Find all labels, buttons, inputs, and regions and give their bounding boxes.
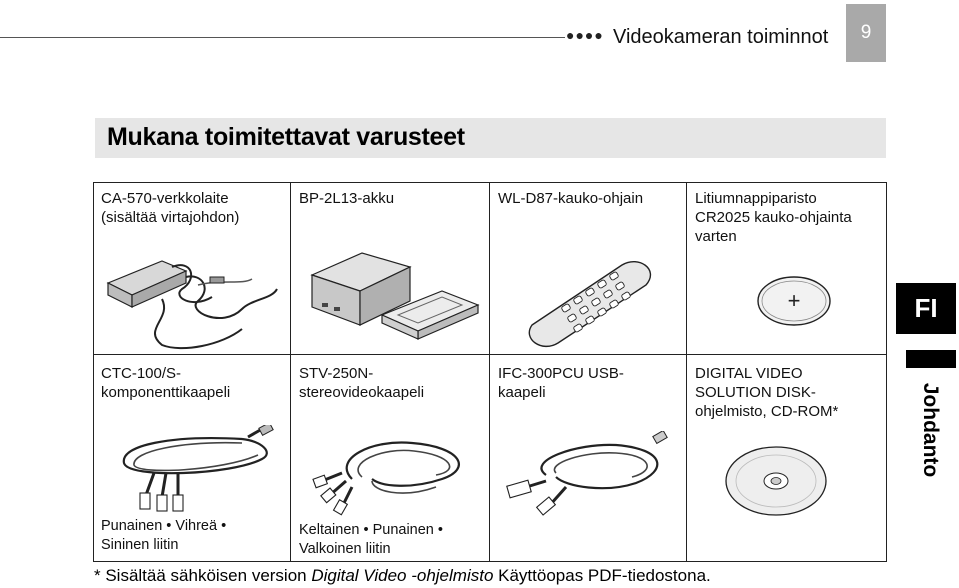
item-label-stereo-video-cable: STV-250N- stereovideokaapeli	[299, 365, 425, 401]
language-tab: FI	[896, 283, 956, 334]
section-heading-bar	[95, 118, 886, 158]
connector-colors-stereo: Keltainen • Punainen • Valkoinen liitin	[299, 522, 443, 557]
battery-pack-icon	[302, 247, 482, 355]
item-label-component-cable: CTC-100/S- komponenttikaapeli	[101, 365, 231, 401]
header-title: Videokameran toiminnot	[613, 26, 829, 48]
coin-battery-icon	[754, 273, 834, 329]
grid-divider	[94, 354, 886, 355]
item-label-battery-pack: BP-2L13-akku	[299, 190, 395, 207]
section-tab-label: Johdanto	[919, 382, 942, 478]
grid-divider	[686, 183, 687, 561]
grid-divider	[290, 183, 291, 561]
item-label-coin-battery: Litiumnappiparisto CR2025 kauko-ohjainta varten	[695, 190, 852, 245]
component-cable-icon	[112, 425, 284, 513]
battery-plus-sign: +	[787, 288, 801, 313]
footnote: * Sisältää sähköisen version Digital Video -ohjelmisto Käyttöopas PDF-tiedostona.	[94, 566, 711, 585]
section-title: Mukana toimitettavat varusteet	[107, 123, 465, 151]
ac-adapter-icon	[102, 249, 282, 353]
header-bullets: ●●●●	[566, 27, 604, 43]
cd-rom-icon	[722, 439, 832, 519]
accessories-grid	[93, 182, 887, 562]
header-rule	[0, 37, 565, 38]
page-number: 9	[846, 4, 886, 62]
item-label-cd-rom: DIGITAL VIDEO SOLUTION DISK- ohjelmisto, CD-ROM*	[695, 365, 839, 420]
stereo-video-cable-icon	[312, 429, 482, 519]
remote-control-icon	[522, 255, 662, 351]
item-label-ac-adapter: CA-570-verkkolaite (sisältää virtajohdon)	[101, 190, 240, 226]
usb-cable-icon	[506, 431, 678, 517]
section-tab-marker	[906, 350, 956, 368]
connector-colors-component: Punainen • Vihreä • Sininen liitin	[101, 518, 227, 553]
grid-divider	[489, 183, 490, 561]
item-label-remote-control: WL-D87-kauko-ohjain	[498, 190, 644, 207]
item-label-usb-cable: IFC-300PCU USB- kaapeli	[498, 365, 624, 401]
